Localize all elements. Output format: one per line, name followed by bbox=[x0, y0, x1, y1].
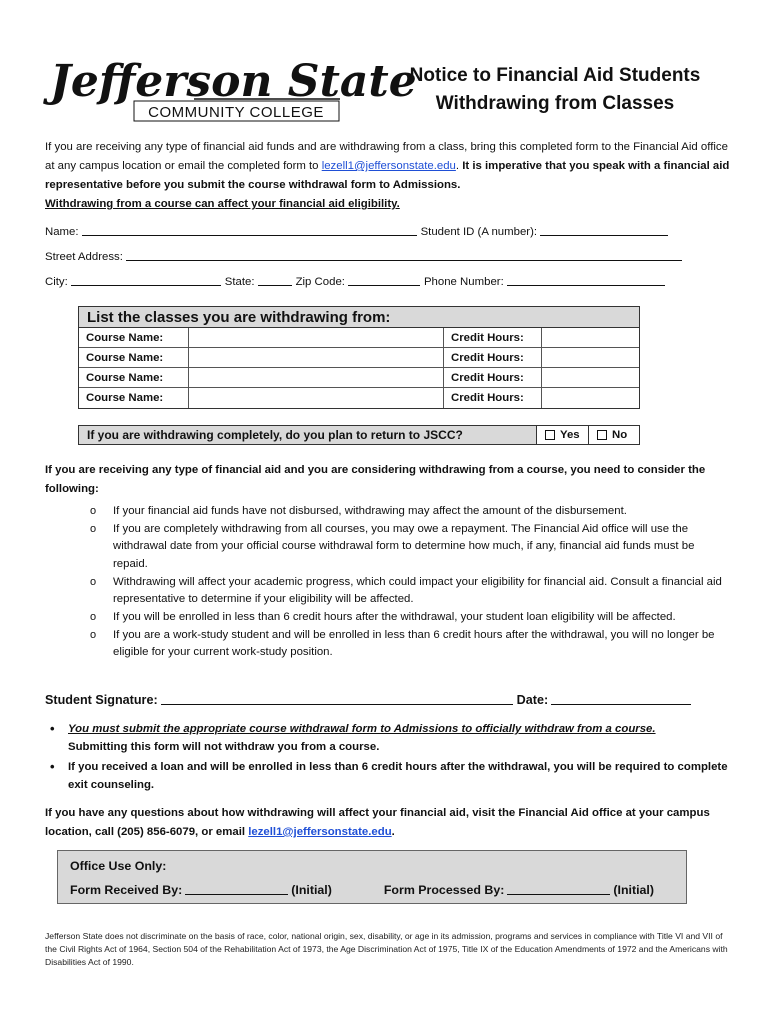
processed-field[interactable] bbox=[507, 883, 610, 895]
questions-paragraph bbox=[45, 804, 735, 842]
name-id-row bbox=[45, 220, 735, 238]
name-label: Name: bbox=[45, 226, 79, 238]
credit-input[interactable] bbox=[542, 328, 639, 347]
intro-email-link[interactable]: lezell1@jeffersonstate.edu bbox=[321, 160, 456, 172]
course-input[interactable] bbox=[189, 388, 444, 408]
zip-label: Zip Code: bbox=[295, 276, 345, 288]
signature-label: Student Signature: bbox=[45, 693, 158, 707]
no-label: No bbox=[612, 428, 628, 441]
return-question: If you are withdrawing completely, do you plan to return to JSCC? bbox=[79, 426, 537, 444]
questions-email-link[interactable]: lezell1@jeffersonstate.edu bbox=[248, 826, 392, 838]
classes-heading: List the classes you are withdrawing from: bbox=[79, 307, 639, 328]
credit-label: Credit Hours: bbox=[444, 368, 542, 387]
yes-option[interactable] bbox=[537, 426, 589, 444]
received-label: Form Received By: bbox=[70, 883, 183, 897]
received-field[interactable] bbox=[185, 883, 288, 895]
course-label: Course Name: bbox=[79, 328, 189, 347]
questions-text: If you have any questions about how withdrawing will affect your financial aid, visit the Financial Aid office at your campus location, call (205) 856-6079, or email bbox=[45, 807, 710, 838]
credit-input[interactable] bbox=[542, 388, 639, 408]
street-field[interactable] bbox=[126, 249, 682, 261]
signature-field[interactable] bbox=[161, 693, 513, 705]
student-id-label: Student ID (A number): bbox=[420, 226, 538, 238]
no-option[interactable] bbox=[589, 426, 627, 444]
yes-label: Yes bbox=[560, 428, 580, 441]
course-label: Course Name: bbox=[79, 388, 189, 408]
table-row bbox=[79, 328, 639, 348]
note-1-rest: Submitting this form will not withdraw you from a course. bbox=[68, 741, 380, 753]
checkbox-icon[interactable] bbox=[597, 430, 607, 440]
notes-list bbox=[45, 720, 735, 794]
city-row bbox=[45, 270, 735, 288]
date-label: Date: bbox=[516, 693, 549, 707]
title-line-1: Notice to Financial Aid Students bbox=[409, 65, 701, 86]
intro-text: If you are receiving any type of financial aid funds and are withdrawing from a class, bring this completed form to the Financial Aid office at any campus location or email the completed form to bbox=[45, 141, 728, 172]
list-item: o If you are a work-study student and will be enrolled in less than 6 credit hours after the withdrawal, you will no longer be eligible for your current work-study position. bbox=[90, 627, 730, 662]
intro-paragraph bbox=[45, 138, 735, 214]
list-item: o Withdrawing will affect your academic progress, which could impact your eligibility for financial aid. Consult a financial aid representative to determine if your eligibility will be affected. bbox=[90, 574, 730, 609]
list-item: o If you will be enrolled in less than 6 credit hours after the withdrawal, your student loan eligibility will be affected. bbox=[90, 609, 730, 626]
credit-label: Credit Hours: bbox=[444, 328, 542, 347]
footer-notice: Jefferson State does not discriminate on the basis of race, color, national origin, sex, disability, or age in its admission, programs and services in compliance with Title VI and VII of the Civil Rights Act of 1964, Section 504 of the Rehabilitation Act of 1973, the Age Discrimination Act of 1975, Title IX of the Education Amendments of 1972 and the Americans with Disabilities Act of 1990. bbox=[45, 931, 728, 967]
intro-warning: Withdrawing from a course can affect your financial aid eligibility. bbox=[45, 198, 400, 210]
course-label: Course Name: bbox=[79, 368, 189, 387]
checkbox-icon[interactable] bbox=[545, 430, 555, 440]
table-row bbox=[79, 368, 639, 388]
zip-field[interactable] bbox=[348, 274, 420, 286]
phone-field[interactable] bbox=[507, 274, 665, 286]
note-1-emphasis: You must submit the appropriate course withdrawal form to Admissions to officially withdraw from a course. bbox=[68, 723, 656, 735]
credit-input[interactable] bbox=[542, 368, 639, 387]
intro-bold: It is imperative that you speak with a financial aid representative before you submit the course withdrawal form to Admissions. bbox=[45, 160, 730, 191]
list-item: • If you received a loan and will be enrolled in less than 6 credit hours after the withdrawal, you will be required to complete exit counseling. bbox=[45, 758, 735, 794]
list-item: o If your financial aid funds have not disbursed, withdrawing may affect the amount of the disbursement. bbox=[90, 503, 730, 520]
street-row bbox=[45, 245, 735, 263]
list-item: o If you are completely withdrawing from all courses, you may owe a repayment. The Financial Aid office will use the withdrawal date from your official course withdrawal form to determine how much, if any, financial aid funds must be repaid. bbox=[90, 521, 730, 573]
credit-input[interactable] bbox=[542, 348, 639, 367]
logo-subtitle: COMMUNITY COLLEGE bbox=[148, 104, 324, 121]
return-question-row bbox=[78, 425, 640, 445]
city-field[interactable] bbox=[71, 274, 221, 286]
table-row bbox=[79, 388, 639, 408]
student-id-field[interactable] bbox=[540, 224, 668, 236]
state-field[interactable] bbox=[258, 274, 292, 286]
course-input[interactable] bbox=[189, 328, 444, 347]
table-row bbox=[79, 348, 639, 368]
considerations-list bbox=[90, 503, 730, 662]
credit-label: Credit Hours: bbox=[444, 388, 542, 408]
city-label: City: bbox=[45, 276, 68, 288]
course-input[interactable] bbox=[189, 368, 444, 387]
office-row bbox=[70, 883, 676, 897]
course-input[interactable] bbox=[189, 348, 444, 367]
logo-script-text: Jefferson State bbox=[50, 56, 417, 107]
processed-label: Form Processed By: bbox=[383, 883, 505, 897]
date-field[interactable] bbox=[551, 693, 691, 705]
consider-heading: If you are receiving any type of financial aid and you are considering withdrawing from a course, you need to consider the following: bbox=[45, 464, 706, 495]
street-label: Street Address: bbox=[45, 251, 123, 263]
office-use-box bbox=[57, 850, 687, 904]
credit-label: Credit Hours: bbox=[444, 348, 542, 367]
classes-table bbox=[78, 306, 640, 409]
list-item bbox=[45, 720, 735, 756]
course-label: Course Name: bbox=[79, 348, 189, 367]
college-logo bbox=[44, 44, 417, 126]
office-title: Office Use Only: bbox=[70, 859, 167, 873]
signature-row bbox=[45, 689, 735, 707]
phone-label: Phone Number: bbox=[423, 276, 504, 288]
title-line-2: Withdrawing from Classes bbox=[435, 93, 675, 114]
questions-end: . bbox=[391, 826, 395, 838]
initial-label: (Initial) bbox=[291, 883, 332, 897]
initial-label: (Initial) bbox=[613, 883, 654, 897]
page-title bbox=[360, 62, 750, 118]
name-field[interactable] bbox=[82, 224, 417, 236]
intro-sep: . bbox=[455, 160, 463, 172]
state-label: State: bbox=[224, 276, 255, 288]
